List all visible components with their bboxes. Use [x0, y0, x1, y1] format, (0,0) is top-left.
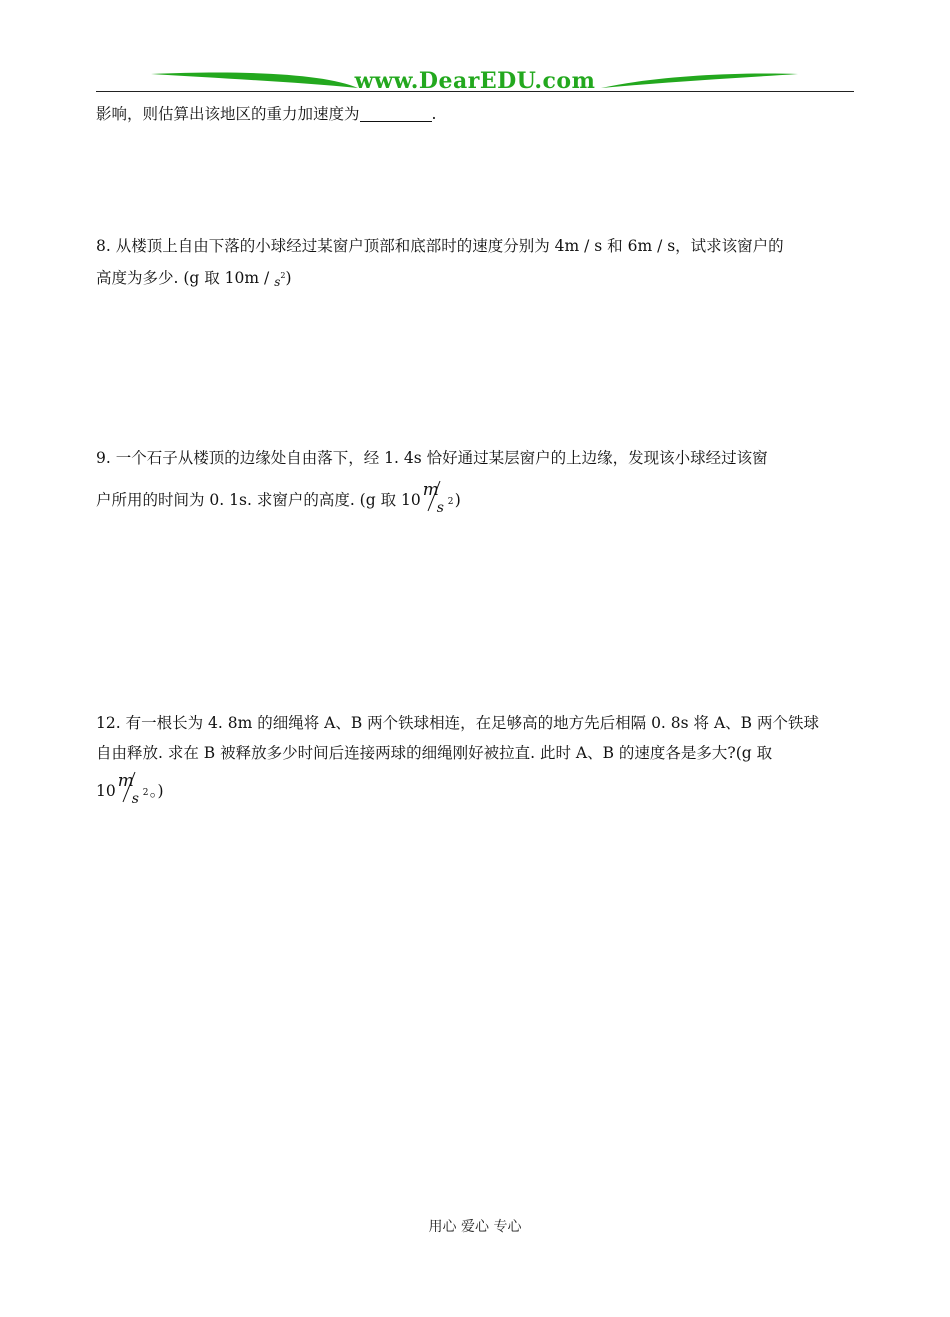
site-name: www.DearEDU.com — [354, 68, 596, 94]
question-9 — [96, 443, 856, 515]
question-9-end: ) — [454, 491, 461, 509]
unit-denominator: s — [436, 500, 444, 516]
question-9-line-2 — [96, 480, 856, 516]
question-12 — [96, 708, 856, 806]
unit-numerator: m — [117, 771, 134, 791]
unit-exponent: 2 — [142, 788, 149, 798]
page-footer: 用心 爱心 专心 — [428, 1219, 522, 1235]
answer-blank — [360, 105, 432, 122]
unit-exponent: 2 — [447, 497, 454, 507]
question-8-end: ) — [285, 269, 292, 287]
unit-fraction-m-per-s2 — [116, 771, 150, 807]
prev-question-end: . — [431, 105, 437, 123]
question-8 — [96, 231, 856, 297]
question-9-text: 户所用的时间为 0. 1s. 求窗户的高度. (g 取 10 — [96, 491, 421, 509]
question-9-line-1: 9. 一个石子从楼顶的边缘处自由落下，经 1. 4s 恰好通过某层窗户的上边缘，发现该小球经过该窗 — [96, 449, 768, 467]
question-12-line-3 — [96, 771, 856, 807]
question-12-line-2: 自由释放. 求在 B 被释放多少时间后连接两球的细绳刚好被拉直. 此时 A、B 的速度各是多大?(g 取 — [96, 744, 773, 762]
question-12-line-1: 12. 有一根长为 4. 8m 的细绳将 A、B 两个铁球相连，在足够高的地方先后相隔 0. 8s 将 A、B 两个铁球 — [96, 714, 819, 732]
question-12-text: 10 — [96, 782, 116, 800]
unit-s-squared — [274, 271, 286, 289]
unit-denominator: s — [131, 791, 139, 807]
unit-fraction-m-per-s2 — [421, 480, 455, 516]
unit-exponent: 2 — [280, 271, 286, 280]
question-8-line-2 — [96, 261, 856, 297]
prev-question-text: 影响，则估算出该地区的重力加速度为 — [96, 105, 360, 123]
prev-question-tail — [96, 99, 856, 129]
question-12-end: 。) — [149, 782, 164, 800]
question-8-text: 高度为多少. (g 取 10m / — [96, 269, 275, 287]
header-rule — [96, 91, 854, 92]
unit-s: s — [274, 275, 281, 289]
unit-numerator: m — [422, 480, 439, 500]
question-8-line-1: 8. 从楼顶上自由下落的小球经过某窗户顶部和底部时的速度分别为 4m / s 和 6m / s，试求该窗户的 — [96, 237, 784, 255]
